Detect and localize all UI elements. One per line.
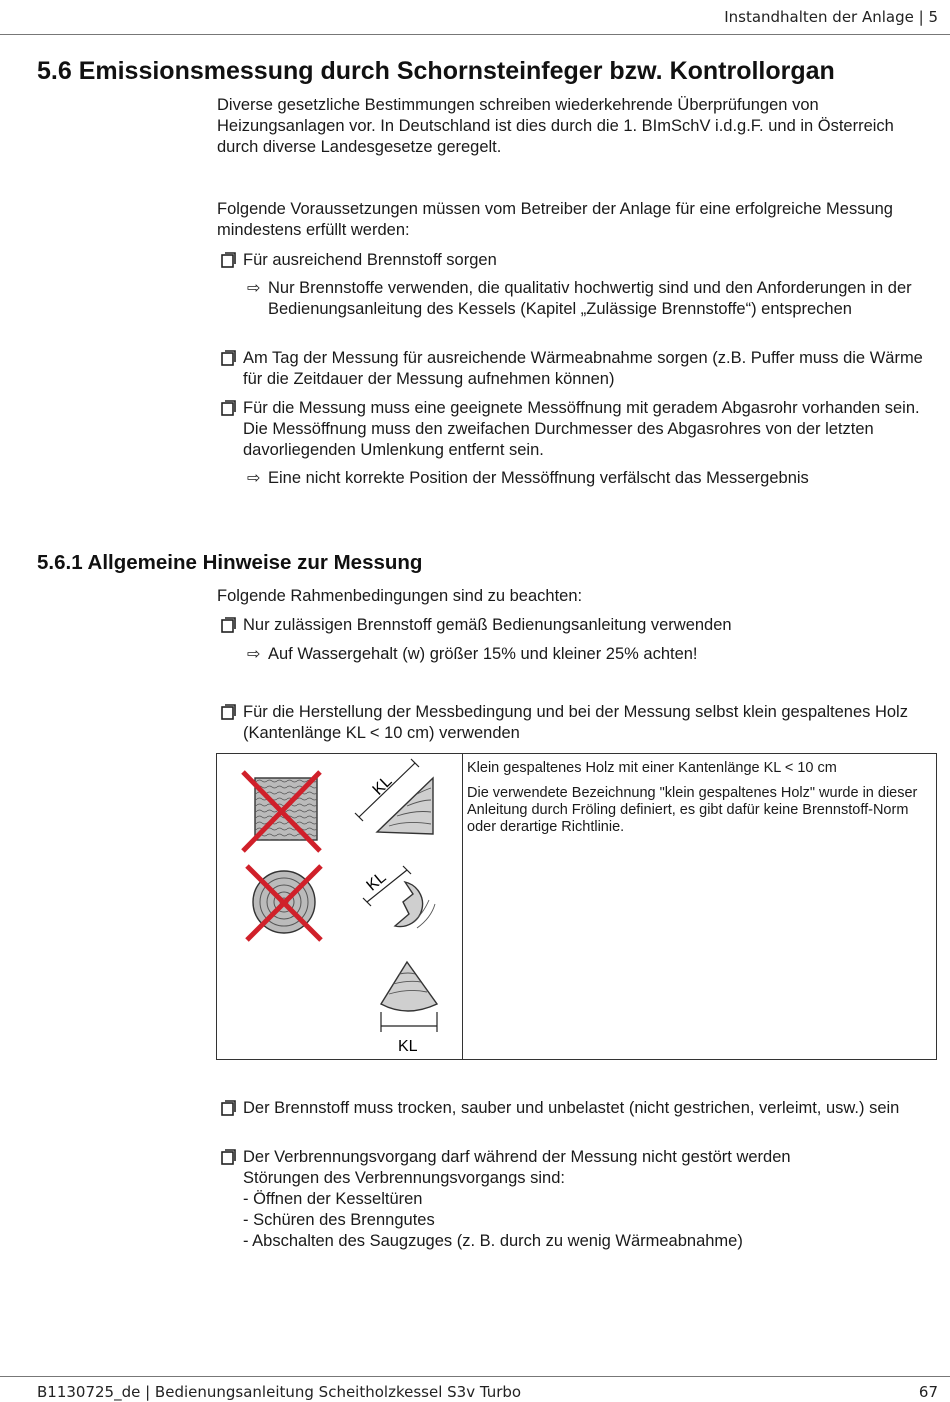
requirement-bullet-1 (221, 250, 936, 271)
wood-size-figure (217, 754, 463, 1059)
small-split-triangle-icon (355, 759, 433, 834)
page-footer (0, 1376, 950, 1402)
disturbances-list (243, 1189, 936, 1252)
requirement-bullet-1-sub-text: Nur Brennstoffe verwenden, die qualitativ hochwertig sind und den Anforderungen in der Bedienungsanleitung des Kessels (Kapitel „Zulässige Brennstoffe“) entsprechen (268, 279, 912, 318)
page-number: 67 (918, 1383, 938, 1401)
condition-bullet-2 (221, 702, 936, 744)
requirement-bullet-2-text: Am Tag der Messung für ausreichende Wärmeabnahme sorgen (z.B. Puffer muss die Wärme für die Zeitdauer der Messung aufnehmen können) (243, 349, 923, 388)
list-item: - Öffnen der Kesseltüren (243, 1190, 423, 1208)
checkbox-bullet-icon (221, 400, 237, 417)
list-item: - Abschalten des Saugzuges (z. B. durch zu wenig Wärmeabnahme) (243, 1232, 743, 1250)
kl-label: KL (363, 868, 390, 895)
requirement-bullet-1-text: Für ausreichend Brennstoff sorgen (243, 251, 497, 269)
requirement-bullet-3-sub (247, 468, 937, 489)
checkbox-bullet-icon (221, 1149, 237, 1166)
condition-bullet-1-sub (247, 644, 937, 665)
subsection-intro: Folgende Rahmenbedingungen sind zu beachten: (217, 587, 583, 605)
condition-bullet-1-text: Nur zulässigen Brennstoff gemäß Bedienungsanleitung verwenden (243, 616, 732, 634)
small-split-wedge-icon (381, 962, 437, 1055)
condition-bullet-3-text: Der Brennstoff muss trocken, sauber und unbelastet (nicht gestrichen, verleimt, usw.) sein (243, 1099, 900, 1117)
checkbox-bullet-icon (221, 617, 237, 634)
condition-bullet-2-text: Für die Herstellung der Messbedingung und bei der Messung selbst klein gespaltenes Holz (Kantenlänge KL < 10 cm) verwenden (243, 703, 908, 742)
large-round-log-crossed-icon (247, 866, 321, 940)
condition-bullet-4 (221, 1147, 936, 1252)
condition-bullet-3 (221, 1098, 936, 1119)
disturbances-intro: Störungen des Verbrennungsvorgangs sind: (243, 1169, 565, 1187)
condition-bullet-1-sub-text: Auf Wassergehalt (w) größer 15% und kleiner 25% achten! (268, 645, 698, 663)
requirement-bullet-2 (221, 348, 936, 390)
requirements-intro: Folgende Voraussetzungen müssen vom Betreiber der Anlage für eine erfolgreiche Messung mindestens erfüllt werden: (217, 200, 893, 239)
arrow-bullet-icon: ⇨ (247, 470, 261, 487)
condition-bullet-4-text: Der Verbrennungsvorgang darf während der Messung nicht gestört werden (243, 1148, 791, 1166)
figure-caption: Klein gespaltenes Holz mit einer Kantenlänge KL < 10 cm (467, 760, 837, 776)
checkbox-bullet-icon (221, 350, 237, 367)
requirement-bullet-3 (221, 398, 936, 461)
wood-pieces-illustration (217, 754, 462, 1059)
header-title: Instandhalten der Anlage | 5 (724, 8, 938, 26)
kl-label: KL (398, 1038, 418, 1055)
checkbox-bullet-icon (221, 1100, 237, 1117)
wood-size-table (216, 753, 937, 1060)
list-item: - Schüren des Brenngutes (243, 1211, 435, 1229)
arrow-bullet-icon: ⇨ (247, 646, 261, 663)
subsection-title: 5.6.1 Allgemeine Hinweise zur Messung (37, 551, 423, 574)
footer-document: B1130725_de | Bedienungsanleitung Scheitholzkessel S3v Turbo (37, 1383, 522, 1401)
section-title: 5.6 Emissionsmessung durch Schornsteinfeger bzw. Kontrollorgan (37, 57, 835, 85)
kl-label: KL (369, 772, 396, 799)
condition-bullet-1 (221, 615, 936, 636)
large-square-log-crossed-icon (243, 772, 320, 851)
requirement-bullet-1-sub (247, 278, 937, 320)
small-split-round-icon (363, 866, 435, 928)
arrow-bullet-icon: ⇨ (247, 280, 261, 297)
page-header (0, 0, 950, 35)
checkbox-bullet-icon (221, 704, 237, 721)
wood-size-description (467, 760, 929, 844)
checkbox-bullet-icon (221, 252, 237, 269)
figure-note: Die verwendete Bezeichnung "klein gespaltenes Holz" wurde in dieser Anleitung durch Fröling definiert, es gibt dafür keine Brennstoff-Norm oder derartige Richtlinie. (467, 785, 918, 835)
requirement-bullet-3-text: Für die Messung muss eine geeignete Messöffnung mit geradem Abgasrohr vorhanden sein. Die Messöffnung muss den zweifachen Durchmesser des Abgasrohres von der letzten davorliegenden Umlenkung entfernt sein. (243, 399, 920, 459)
requirement-bullet-3-sub-text: Eine nicht korrekte Position der Messöffnung verfälscht das Messergebnis (268, 469, 809, 487)
section-intro: Diverse gesetzliche Bestimmungen schreiben wiederkehrende Überprüfungen von Heizungsanlagen vor. In Deutschland ist dies durch die 1. BImSchV i.d.g.F. und in Österreich durch diverse Landesgesetze geregelt. (217, 96, 894, 156)
